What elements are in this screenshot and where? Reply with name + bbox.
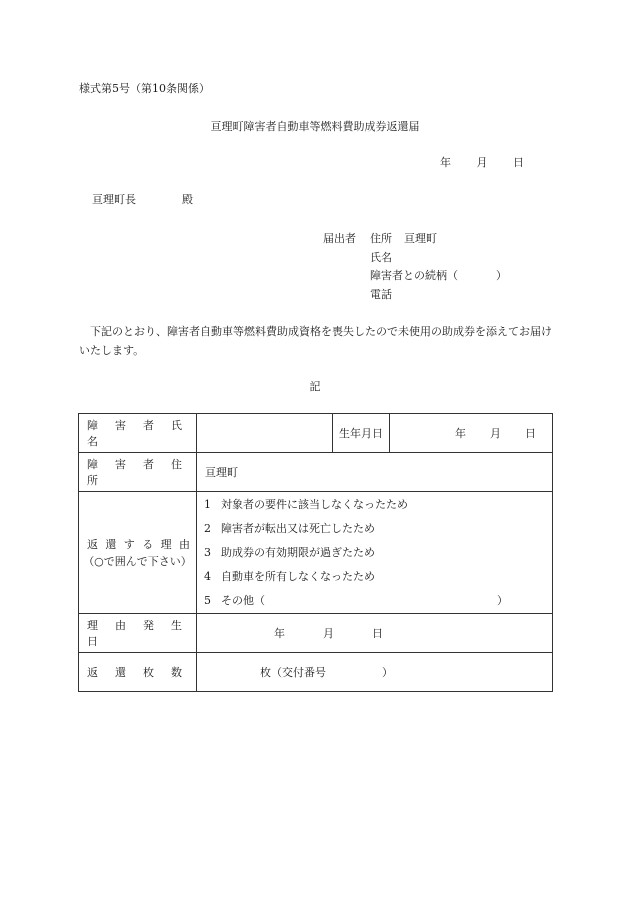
reason-number: 3 bbox=[204, 545, 211, 559]
reason-list bbox=[197, 492, 553, 614]
applicant-name-label: 氏名 bbox=[370, 250, 392, 264]
addressee-name: 亘理町長 bbox=[92, 193, 136, 206]
reason-other-close: ） bbox=[497, 593, 508, 607]
list-item[interactable] bbox=[197, 589, 552, 613]
list-item[interactable] bbox=[197, 517, 552, 541]
form-number: 様式第5号（第10条関係） bbox=[79, 82, 210, 95]
date-year: 年 bbox=[440, 156, 451, 169]
reason-number: 2 bbox=[204, 521, 211, 535]
count-close: ） bbox=[382, 666, 393, 679]
reason-text: 自動車を所有しなくなったため bbox=[221, 569, 375, 583]
address-label: 障 害 者 住 所 bbox=[79, 453, 197, 492]
note-heading: 記 bbox=[309, 380, 321, 393]
occurrence-value-cell[interactable] bbox=[197, 614, 553, 653]
occurrence-year: 年 bbox=[274, 627, 285, 640]
relationship-label: 障害者との続柄（ bbox=[370, 269, 458, 283]
applicant-address-label: 住所 bbox=[370, 232, 392, 245]
reason-number: 4 bbox=[204, 569, 211, 583]
address-value-cell[interactable]: 亘理町 bbox=[197, 453, 553, 492]
reason-label-line1: 返還する理由 bbox=[87, 537, 190, 551]
submission-date bbox=[440, 156, 524, 170]
table-row bbox=[79, 614, 553, 653]
applicant-label: 届出者 bbox=[323, 232, 356, 245]
count-label: 返 還 枚 数 bbox=[79, 653, 197, 692]
addressee-suffix: 殿 bbox=[182, 193, 193, 206]
table-row bbox=[79, 414, 553, 453]
reason-label bbox=[79, 492, 197, 614]
name-value-cell[interactable] bbox=[197, 414, 333, 453]
reason-number: 5 bbox=[204, 593, 211, 607]
occurrence-label: 理 由 発 生 日 bbox=[79, 614, 197, 653]
body-text: 下記のとおり、障害者自動車等燃料費助成資格を喪失したので未使用の助成券を添えてお届けいたします。 bbox=[79, 325, 552, 357]
addressee bbox=[92, 193, 193, 207]
applicant-fields bbox=[370, 232, 507, 307]
date-day: 日 bbox=[513, 156, 524, 169]
table-row bbox=[79, 653, 553, 692]
occurrence-day: 日 bbox=[372, 627, 383, 640]
applicant-address-value: 亘理町 bbox=[404, 232, 437, 245]
name-label: 障 害 者 氏 名 bbox=[79, 414, 197, 453]
date-month: 月 bbox=[476, 156, 488, 169]
reason-text: その他（ bbox=[221, 593, 265, 607]
relationship-close: ） bbox=[496, 269, 507, 283]
list-item[interactable] bbox=[197, 493, 552, 517]
applicant-relationship bbox=[370, 269, 507, 288]
form-table bbox=[78, 413, 553, 692]
reason-number: 1 bbox=[204, 497, 211, 511]
count-value-cell[interactable] bbox=[197, 653, 553, 692]
list-item[interactable] bbox=[197, 541, 552, 565]
birth-value-cell[interactable] bbox=[390, 414, 553, 453]
occurrence-month: 月 bbox=[323, 627, 334, 640]
reason-text: 対象者の要件に該当しなくなったため bbox=[221, 497, 408, 511]
birth-day: 日 bbox=[525, 427, 536, 440]
applicant-phone-label: 電話 bbox=[370, 288, 392, 302]
reason-label-line2: （○で囲んで下さい） bbox=[83, 554, 192, 568]
table-row bbox=[79, 492, 553, 614]
reason-text: 助成券の有効期限が過ぎたため bbox=[221, 545, 375, 559]
applicant-address bbox=[370, 232, 507, 251]
count-unit: 枚（交付番号 bbox=[260, 666, 326, 679]
birth-year: 年 bbox=[455, 427, 466, 440]
birth-label: 生年月日 bbox=[333, 414, 390, 453]
page-title: 亘理町障害者自動車等燃料費助成券返還届 bbox=[210, 120, 420, 133]
birth-month: 月 bbox=[490, 427, 501, 440]
list-item[interactable] bbox=[197, 565, 552, 589]
reason-text: 障害者が転出又は死亡したため bbox=[221, 521, 375, 535]
table-row bbox=[79, 453, 553, 492]
